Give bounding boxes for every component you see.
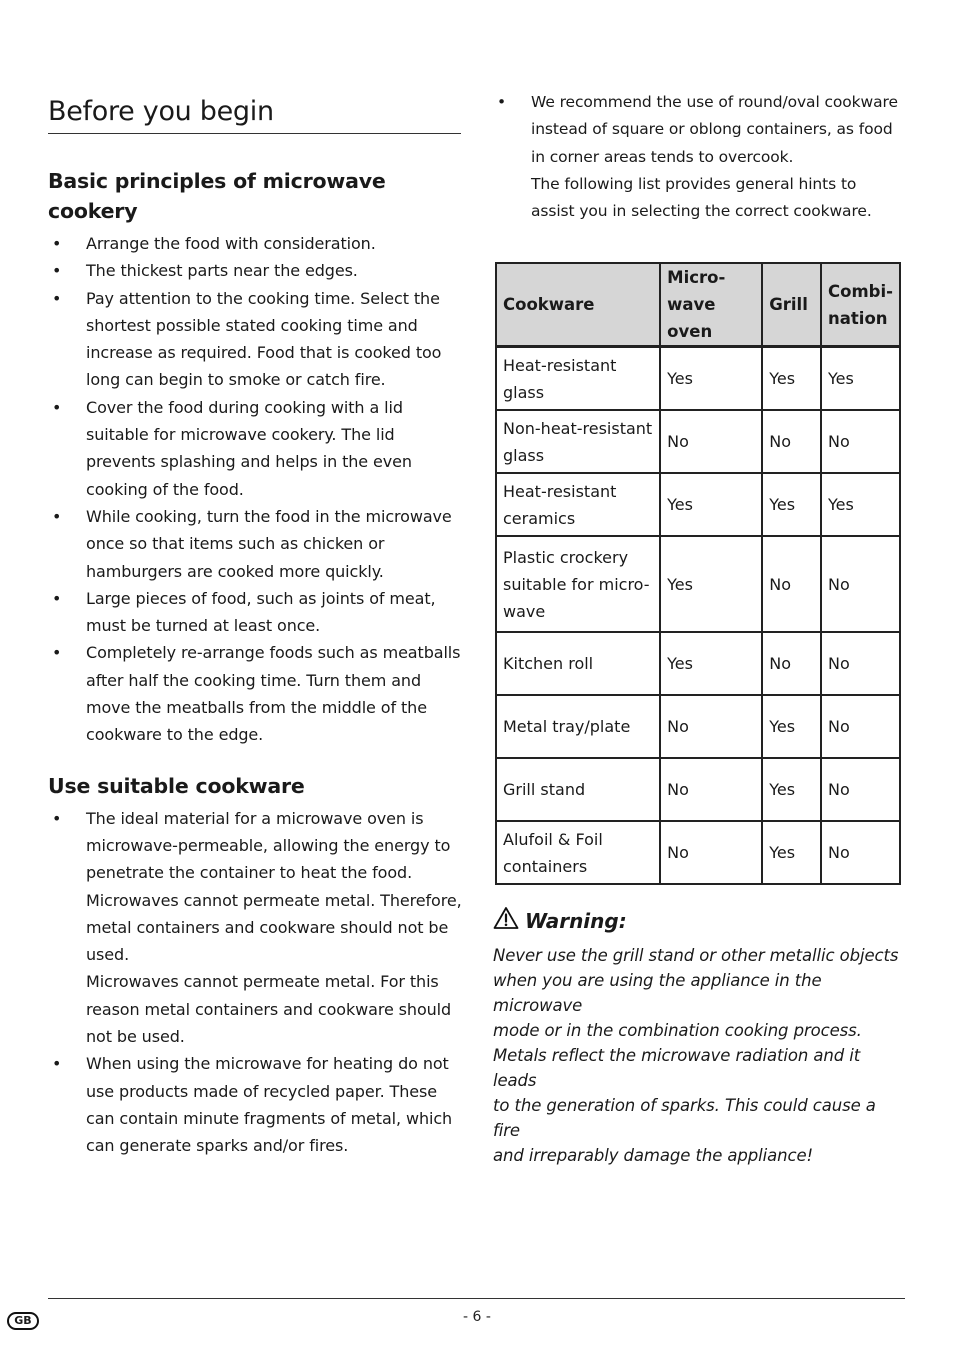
warning-line: when you are using the appliance in the microwave bbox=[493, 971, 822, 1015]
table-row bbox=[496, 632, 900, 695]
list-item bbox=[48, 585, 463, 640]
cell-cookware: Heat-resistant glass bbox=[496, 347, 660, 411]
warning-line: mode or in the combination cooking process. bbox=[493, 1021, 862, 1040]
cell-combination: No bbox=[821, 410, 900, 473]
right-column bbox=[493, 89, 903, 225]
cookware-table bbox=[495, 262, 901, 885]
cell-microwave: No bbox=[660, 821, 762, 884]
cell-cookware: Alufoil & Foil containers bbox=[496, 821, 660, 884]
bullet-text: • The ideal material for a microwave oven is microwave-permeable, allowing the energy to penetrate the container to heat the food. bbox=[86, 808, 451, 883]
cell-microwave: Yes bbox=[660, 347, 762, 411]
cell-grill: No bbox=[762, 536, 821, 632]
header-combination: Combi-nation bbox=[821, 263, 900, 347]
bullet-text: Microwaves cannot permeate metal. Therefore, metal containers and cookware should not be used. bbox=[86, 890, 462, 965]
cell-grill: Yes bbox=[762, 473, 821, 536]
list-item bbox=[48, 805, 463, 1051]
warning-text bbox=[493, 943, 903, 1168]
header-cookware: Cookware bbox=[496, 263, 660, 347]
cell-grill: Yes bbox=[762, 821, 821, 884]
warning-heading: Warning: bbox=[525, 908, 627, 933]
warning-line: to the generation of sparks. This could cause a fire bbox=[493, 1096, 876, 1140]
language-badge: GB bbox=[7, 1312, 39, 1330]
bullet-text: • When using the microwave for heating do not use products made of recycled paper. These can contain minute fragments of metal, which can generate sparks and/or fires. bbox=[86, 1054, 453, 1156]
warning-line: Never use the grill stand or other metallic objects bbox=[493, 946, 899, 965]
table-row bbox=[496, 473, 900, 536]
bullet-text: • Pay attention to the cooking time. Select the shortest possible stated cooking time and increase as required. Food that is cooked too long can begin to smoke or catch fire. bbox=[86, 288, 442, 390]
section-heading: Use suitable cookware bbox=[48, 773, 305, 798]
table-row bbox=[496, 695, 900, 758]
bullet-text: • While cooking, turn the food in the microwave once so that items such as chicken or hamburgers are cooked more quickly. bbox=[86, 506, 452, 581]
page-number: - 6 - bbox=[463, 1309, 491, 1325]
cell-grill: Yes bbox=[762, 695, 821, 758]
warning-line: and irreparably damage the appliance! bbox=[493, 1146, 814, 1165]
bullet-text: • Large pieces of food, such as joints of meat, must be turned at least once. bbox=[86, 588, 436, 636]
section-suitable-cookware bbox=[48, 771, 463, 1160]
list-item bbox=[48, 257, 463, 284]
cell-cookware: Kitchen roll bbox=[496, 632, 660, 695]
list-item bbox=[493, 89, 903, 225]
table-row bbox=[496, 821, 900, 884]
bullet-text: The following list provides general hints to assist you in selecting the correct cookware. bbox=[531, 174, 872, 221]
list-item bbox=[48, 1050, 463, 1159]
list-item bbox=[48, 230, 463, 257]
bullet-list bbox=[493, 89, 903, 225]
cell-microwave: No bbox=[660, 410, 762, 473]
cell-combination: No bbox=[821, 758, 900, 821]
table-row bbox=[496, 536, 900, 632]
warning-heading-row bbox=[493, 906, 903, 935]
left-column bbox=[48, 166, 463, 1160]
footer-divider bbox=[48, 1298, 905, 1299]
table-row bbox=[496, 347, 900, 411]
cell-microwave: Yes bbox=[660, 473, 762, 536]
cell-microwave: Yes bbox=[660, 536, 762, 632]
list-item bbox=[48, 503, 463, 585]
list-item bbox=[48, 394, 463, 503]
page-title: Before you begin bbox=[48, 96, 461, 134]
cell-microwave: No bbox=[660, 695, 762, 758]
warning-triangle-icon bbox=[493, 906, 519, 935]
cell-cookware: Metal tray/plate bbox=[496, 695, 660, 758]
cell-combination: No bbox=[821, 695, 900, 758]
warning-box bbox=[493, 906, 903, 1168]
bullet-text: • Completely re-arrange foods such as meatballs after half the cooking time. Turn them and move the meatballs from the middle of the cookware to the edge. bbox=[86, 643, 461, 745]
cell-combination: Yes bbox=[821, 347, 900, 411]
table-row bbox=[496, 410, 900, 473]
cell-cookware: Non-heat-resistant glass bbox=[496, 410, 660, 473]
bullet-list bbox=[48, 805, 463, 1160]
warning-line: Metals reflect the microwave radiation and it leads bbox=[493, 1046, 861, 1090]
cell-microwave: Yes bbox=[660, 632, 762, 695]
list-item bbox=[48, 285, 463, 394]
table-row bbox=[496, 758, 900, 821]
cell-combination: No bbox=[821, 821, 900, 884]
section-heading: Basic principles of microwave cookery bbox=[48, 169, 386, 223]
header-grill: Grill bbox=[762, 263, 821, 347]
bullet-list bbox=[48, 230, 463, 749]
cell-microwave: No bbox=[660, 758, 762, 821]
bullet-text: • Cover the food during cooking with a lid suitable for microwave cookery. The lid prevents splashing and helps in the even cooking of the food. bbox=[86, 397, 412, 499]
cell-combination: No bbox=[821, 536, 900, 632]
cell-grill: No bbox=[762, 632, 821, 695]
cell-grill: Yes bbox=[762, 758, 821, 821]
cell-combination: Yes bbox=[821, 473, 900, 536]
cell-grill: No bbox=[762, 410, 821, 473]
table-header-row bbox=[496, 263, 900, 347]
cell-cookware: Heat-resistant ceramics bbox=[496, 473, 660, 536]
cell-grill: Yes bbox=[762, 347, 821, 411]
section-basic-principles bbox=[48, 166, 463, 749]
cell-cookware: Grill stand bbox=[496, 758, 660, 821]
bullet-text: • Arrange the food with consideration. bbox=[86, 234, 376, 253]
list-item bbox=[48, 639, 463, 748]
header-microwave-oven: Micro-wave oven bbox=[660, 263, 762, 347]
cell-cookware: Plastic crockery suitable for micro-wave bbox=[496, 536, 660, 632]
bullet-text: • The thickest parts near the edges. bbox=[86, 261, 358, 281]
cell-combination: No bbox=[821, 632, 900, 695]
bullet-text: • We recommend the use of round/oval cookware instead of square or oblong containers, as food in corner areas tends to overcook. bbox=[531, 93, 898, 166]
bullet-text: Microwaves cannot permeate metal. For this reason metal containers and cookware should not be used. bbox=[86, 972, 452, 1047]
